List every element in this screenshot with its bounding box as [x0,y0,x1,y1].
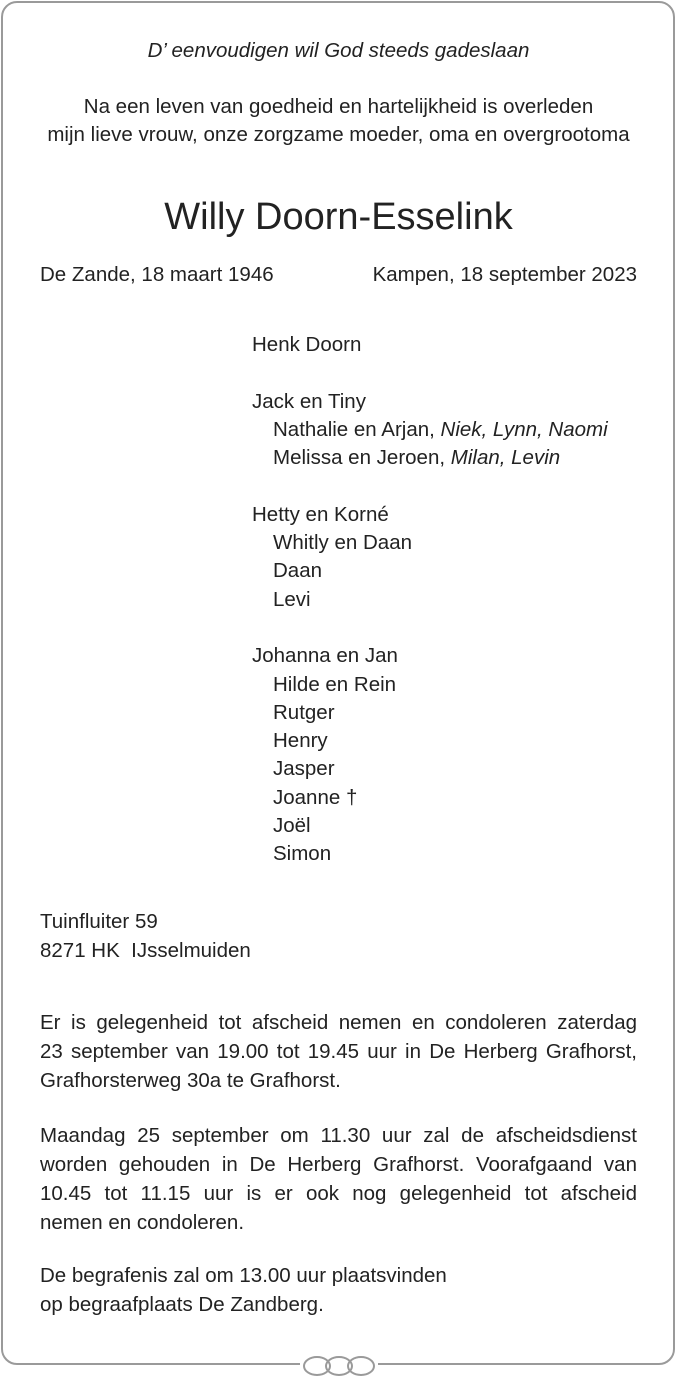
grandchild-name: Daan [273,559,323,583]
farewell-line: 23 september van 19.00 tot 19.45 uur in De Herberg Grafhorst, [40,1040,637,1063]
death-date: Kampen, 18 september 2023 [372,263,637,286]
birth-date: De Zande, 18 maart 1946 [40,263,274,286]
spouse: Henk Doorn [252,333,362,356]
life-dates [40,261,637,289]
service-line: nemen en condoleren. [40,1211,245,1234]
service-line: 10.45 tot 11.15 uur is er ook nog gelegenheid tot afscheid [40,1182,637,1205]
family-group-head: Johanna en Jan [252,644,398,668]
address-city: 8271 HK IJsselmuiden [40,939,251,962]
farewell-line: Er is gelegenheid tot afscheid nemen en condoleren zaterdag [40,1011,637,1034]
intro-line-2: mijn lieve vrouw, onze zorgzame moeder, oma en overgrootoma [47,123,630,146]
farewell-paragraph [40,1008,637,1095]
grandchild-name: Henry [273,729,328,753]
great-grandchildren: Niek, Lynn, Naomi [440,417,608,441]
grandchild-name: Rutger [273,700,335,724]
grandchild-name: Levi [273,587,311,611]
grandchild-family [252,444,608,472]
grandchild-name: Hilde en Rein [273,672,397,696]
grandchild-name: Whitly en Daan [273,531,413,555]
family-group-head: Jack en Tiny [252,389,366,413]
grandchild-family [252,416,608,444]
grandchild-name: Simon [273,842,332,866]
burial-line: op begraafplaats De Zandberg. [40,1293,324,1316]
farewell-line: Grafhorsterweg 30a te Grafhorst. [40,1069,341,1092]
grandchild-name: Joanne † [273,785,358,809]
knot-ornament-icon [300,1353,378,1379]
address [40,907,251,965]
motto: D’ eenvoudigen wil God steeds gadeslaan [147,39,530,62]
great-grandchildren: Milan, Levin [450,446,561,470]
service-paragraph [40,1121,637,1237]
service-line: Maandag 25 september om 11.30 uur zal de afscheidsdienst [40,1124,637,1147]
intro-line-1: Na een leven van goedheid en hartelijkheid is overleden [83,95,594,118]
family-list [252,331,608,869]
service-line: worden gehouden in De Herberg Grafhorst. Voorafgaand van [40,1153,637,1176]
address-street: Tuinfluiter 59 [40,910,158,933]
grandchild-name: Joël [273,814,311,838]
family-group-head: Hetty en Korné [252,502,389,526]
grandchild-name: Jasper [273,757,335,781]
deceased-name: Willy Doorn-Esselink [164,196,513,238]
burial-line: De begrafenis zal om 13.00 uur plaatsvinden [40,1264,447,1287]
burial-paragraph [40,1261,637,1319]
grandchild-name: Melissa en Jeroen, [273,446,446,470]
grandchild-name: Nathalie en Arjan, [273,417,435,441]
